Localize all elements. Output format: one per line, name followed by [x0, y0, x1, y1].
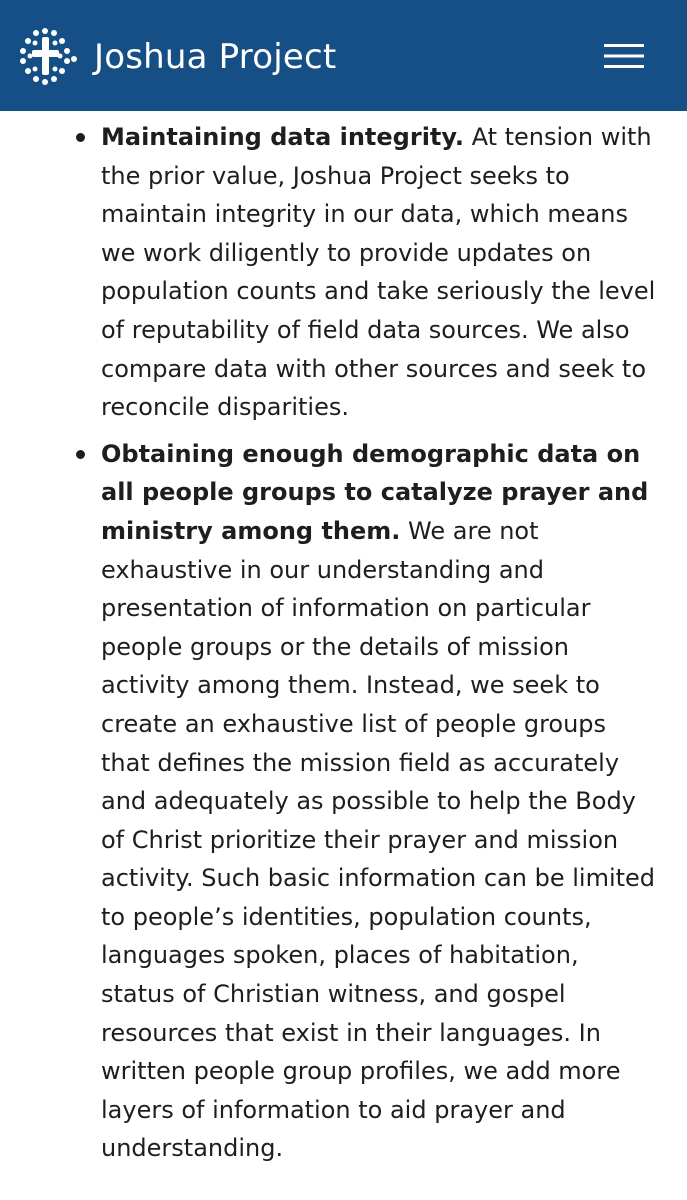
list-item	[0, 118, 687, 427]
hamburger-menu-icon	[598, 36, 650, 76]
site-header	[0, 0, 687, 111]
values-list	[0, 118, 687, 1168]
home-logo-link[interactable]	[18, 27, 336, 87]
page-content	[0, 111, 687, 1200]
item-title: Obtaining enough demographic data on all people groups to catalyze prayer and ministry among them.	[101, 439, 649, 545]
item-title: Maintaining data integrity.	[101, 123, 464, 151]
list-item	[0, 435, 687, 1168]
bullet-icon	[76, 133, 85, 142]
item-body: We are not exhaustive in our understanding and presentation of information on particular people groups or the details of mission activity among them. Instead, we seek to create an exhaustive list of people groups that defines the mission field as accurately and adequately as possible to help the Body of Christ prioritize their prayer and mission activity. Such basic information can be limited to people’s identities, population counts, languages spoken, places of habitation, status of Christian witness, and gospel resources that exist in their languages. In written people group profiles, we add more layers of information to aid prayer and understanding.	[101, 516, 656, 1163]
dotted-cross-logo-icon	[18, 27, 78, 87]
item-body: At tension with the prior value, Joshua Project seeks to maintain integrity in our data, which means we work diligently to provide updates on population counts and take seriously the level of reputability of field data sources. We also compare data with other sources and seek to reconcile disparities.	[101, 123, 656, 422]
brand-name: Joshua Project	[94, 37, 337, 77]
bullet-icon	[76, 450, 85, 459]
menu-button[interactable]	[598, 36, 650, 76]
